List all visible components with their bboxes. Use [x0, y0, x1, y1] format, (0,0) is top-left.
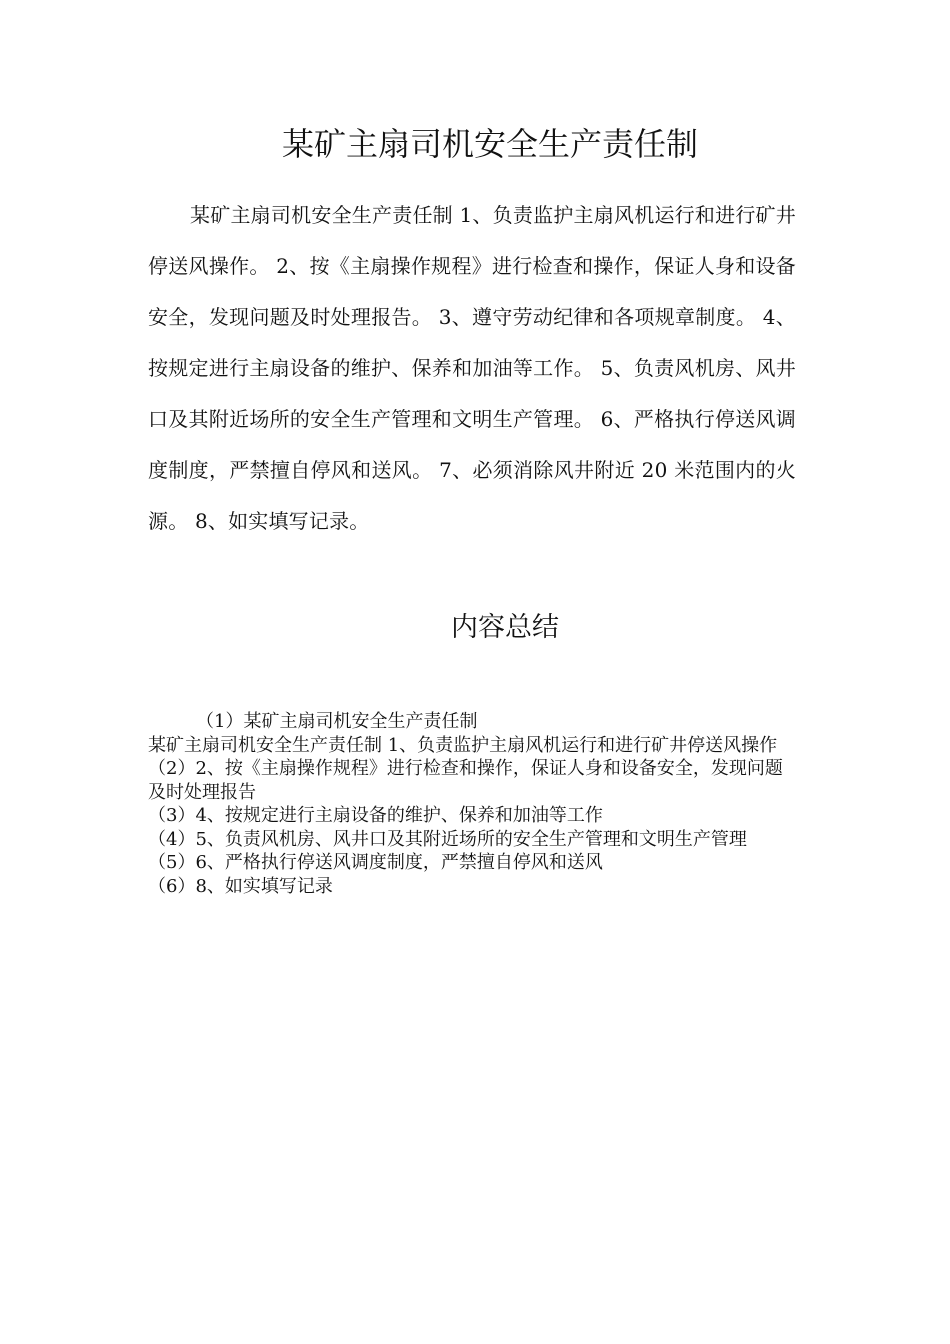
summary-item: （2）2、按《主扇操作规程》进行检查和操作，保证人身和设备安全，发现问题及时处理报告 — [148, 758, 783, 803]
summary-item: （6）8、如实填写记录 — [148, 875, 333, 897]
document-title: 某矿主扇司机安全生产责任制 — [281, 125, 698, 163]
summary-list — [148, 710, 796, 898]
summary-item: 某矿主扇司机安全生产责任制 1、负责监护主扇风机运行和进行矿井停送风操作 — [148, 734, 778, 756]
document-body: 某矿主扇司机安全生产责任制 1、负责监护主扇风机运行和进行矿井停送风操作。 2、按《主扇操作规程》进行检查和操作，保证人身和设备安全，发现问题及时处理报告。 3、遵守劳动纪律和各项规章制度。 4、按规定进行主扇设备的维护、保养和加油等工作。 5、负责风机房、风井口及其附近场所的安全生产管理和文明生产管理。 6、严格执行停送风调度制度，严禁擅自停风和送风。 7、必须消除风井附近 20 米范围内的火源。 8、如实填写记录。 — [148, 203, 796, 533]
summary-item: （5）6、严格执行停送风调度制度，严禁擅自停风和送风 — [148, 852, 603, 873]
summary-item: （4）5、负责风机房、风井口及其附近场所的安全生产管理和文明生产管理 — [148, 828, 747, 850]
summary-item: （1）某矿主扇司机安全生产责任制 — [196, 711, 478, 732]
summary-title: 内容总结 — [451, 612, 559, 643]
summary-item: （3）4、按规定进行主扇设备的维护、保养和加油等工作 — [148, 805, 603, 826]
